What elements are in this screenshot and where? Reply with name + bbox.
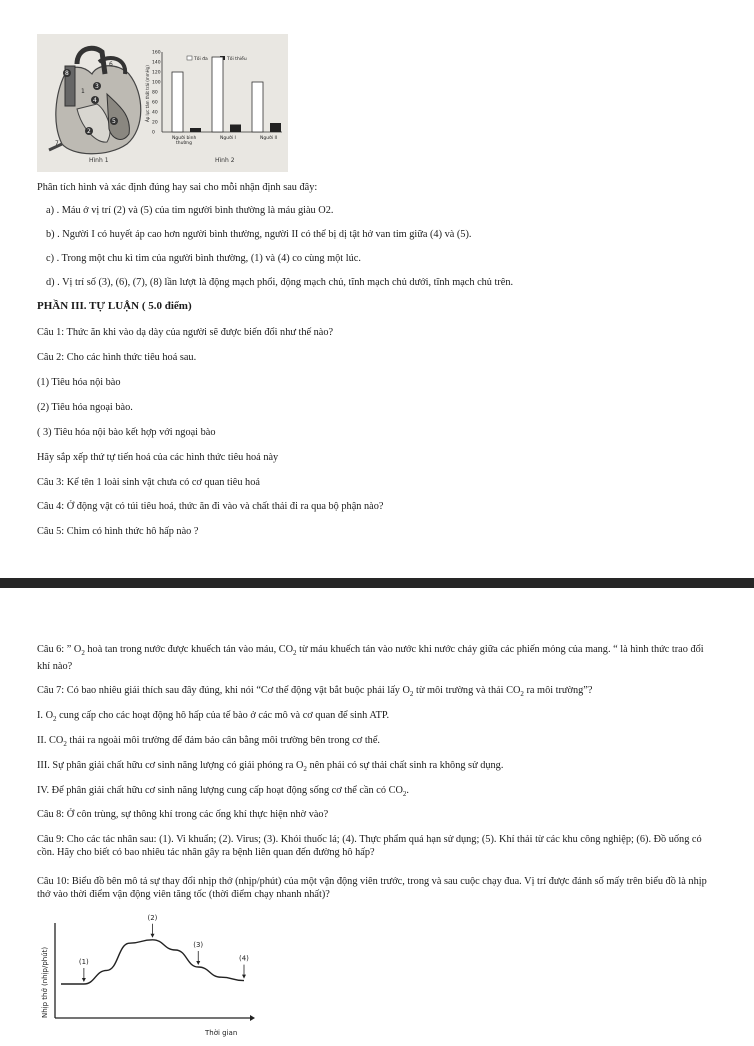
legend-min: Tối thiểu — [227, 57, 247, 62]
line-chart-marks — [41, 914, 255, 1037]
fig2-caption: Hình 2 — [215, 157, 235, 164]
q2-ask: Hãy sắp xếp thứ tự tiến hoá của các hình thức tiêu hoá này — [37, 452, 279, 463]
question-2: Câu 2: Cho các hình thức tiêu hoá sau. — [37, 352, 197, 363]
y-tick-label: 80 — [152, 90, 158, 96]
legend-swatch-max — [187, 56, 192, 60]
x-tick-label: Người I — [220, 136, 236, 141]
bar-chart — [145, 50, 282, 147]
y-tick-label: 160 — [152, 50, 161, 56]
question-3: Câu 3: Kể tên 1 loài sinh vật chưa có cơ quan tiêu hoá — [37, 477, 260, 488]
y-tick-label: 0 — [152, 130, 155, 136]
bar-max — [172, 72, 183, 132]
marker-label: (4) — [239, 954, 249, 963]
statement-d: d) . Vị trí số (3), (6), (7), (8) lần lượt là động mạch phổi, động mạch chủ, tĩnh mạch chủ dưới, tĩnh mạch chủ trên. — [46, 277, 514, 288]
x-tick-label: Người bình — [172, 136, 197, 141]
q2-option-2: (2) Tiêu hóa ngoại bào. — [37, 402, 133, 413]
x-axis-arrow — [250, 1015, 255, 1021]
heart-label: 1 — [81, 88, 85, 95]
marker-label: (1) — [78, 958, 89, 966]
q7-option-i: I. $O_2$ cung cấp cho các hoạt động hô hấp của tế bào ở các mô và cơ quan để sinh ATP. — [37, 710, 390, 724]
question-1: Câu 1: Thức ăn khi vào dạ dày của người sẽ được biến đổi như thế nào? — [37, 327, 334, 338]
y-tick-label: 40 — [152, 110, 158, 116]
q2-option-3: ( 3) Tiêu hóa nội bào kết hợp với ngoại bào — [37, 427, 216, 438]
heart-label: 3 — [95, 83, 99, 90]
y-axis-label: Nhịp thở (nhịp/phút) — [41, 946, 49, 1018]
marker-label: (3) — [193, 941, 204, 949]
figure-svg — [37, 34, 288, 172]
y-tick-label: 60 — [152, 100, 158, 106]
bar-min — [270, 123, 281, 132]
legend-max: Tối đa — [194, 57, 208, 62]
q7-option-iii: III. Sự phân giải chất hữu cơ sinh năng lượng có giải phóng ra $O_2$ nên phải có sự thải chất sinh ra không sử dụng. — [37, 760, 504, 774]
statement-c: c) . Trong một chu kì tim của người bình thường, (1) và (4) co cùng một lúc. — [46, 253, 361, 264]
marker-arrowhead — [82, 978, 86, 982]
y-tick-label: 20 — [152, 120, 158, 126]
x-tick-label: Người II — [260, 136, 278, 141]
heart-label: 7 — [55, 140, 59, 147]
question-6: Câu 6: ” $O_2$ hoà tan trong nước được khuếch tán vào máu, $CO_2$ từ máu khuếch tán vào nước khi nước chảy giữa các phiến mỏng của mang. “ là hình thức trao đổi khí nào? — [37, 644, 704, 673]
section-title: PHẦN III. TỰ LUẬN ( 5.0 điểm) — [37, 300, 192, 312]
marker-arrowhead — [242, 975, 246, 979]
x-axis-label: Thời gian — [205, 1029, 238, 1037]
fig1-caption: Hình 1 — [89, 157, 109, 164]
question-5: Câu 5: Chim có hình thức hô hấp nào ? — [37, 526, 199, 537]
y-tick-label: 140 — [152, 60, 161, 66]
question-4: Câu 4: Ở động vật có túi tiêu hoá, thức ăn đi vào và chất thải đi ra qua bộ phận nào? — [37, 501, 384, 512]
page-divider — [0, 578, 754, 588]
marker-arrowhead — [151, 934, 155, 938]
y-tick-label: 100 — [152, 80, 161, 86]
y-axis-label: Áp lực tâm thất trái (mmHg) — [145, 65, 150, 122]
q7-option-ii: II. $CO_2$ thải ra ngoài môi trường để đảm bảo cân bằng môi trường bên trong cơ thể. — [37, 735, 380, 749]
figure-heart-and-bar-chart — [37, 34, 288, 172]
intro-text: Phân tích hình và xác định đúng hay sai cho mỗi nhận định sau đây: — [37, 182, 318, 193]
question-10: Câu 10: Biểu đồ bên mô tả sự thay đổi nhịp thở (nhịp/phút) của một vận động viên trước, trong và sau cuộc chạy đua. Vị trí được đánh số mấy trên biểu đồ là nhịp thở vào thời điểm vận động viên tăng tốc (thời điểm chạy nhanh nhất)? — [37, 876, 707, 900]
x-tick-label: thường — [176, 141, 192, 146]
heart-label: 2 — [87, 128, 91, 135]
bar-max — [252, 82, 263, 132]
marker-label: (2) — [147, 913, 158, 922]
marker-arrowhead — [196, 961, 200, 965]
question-9: Câu 9: Cho các tác nhân sau: (1). Vi khuẩn; (2). Virus; (3). Khói thuốc lá; (4). Thực phẩm quá hạn sử dụng; (5). Khí thải từ các khu công nghiệp; (6). Đồ uống có cồn. Hãy cho biết có bao nhiêu tác nhân gây ra bệnh liên quan đến đường hô hấp? — [37, 834, 702, 858]
question-7: Câu 7: Có bao nhiêu giải thích sau đây đúng, khi nói “Cơ thể động vật bắt buộc phải lấy $O_2$ từ môi trường và thải $CO_2$ ra môi trường”? — [37, 685, 593, 699]
y-tick-label: 120 — [152, 70, 161, 76]
q7-option-iv: IV. Để phân giải chất hữu cơ sinh năng lượng cung cấp hoạt động sống cơ thể cần có $CO_2$. — [37, 785, 409, 799]
bar-max — [212, 57, 223, 132]
statement-a: a) . Máu ở vị trí (2) và (5) của tim người bình thường là máu giàu O2. — [46, 205, 334, 216]
statement-b: b) . Người I có huyết áp cao hơn người bình thường, người II có thể bị dị tật hở van tim giữa (4) và (5). — [46, 229, 472, 240]
bar-min — [190, 128, 201, 132]
heart-label: 5 — [112, 118, 116, 125]
heart-label: 6 — [109, 61, 113, 68]
bar-min — [230, 125, 241, 133]
heart-label: 8 — [65, 70, 69, 77]
question-8: Câu 8: Ở côn trùng, sự thông khí trong các ống khí thực hiện nhờ vào? — [37, 809, 329, 820]
q2-option-1: (1) Tiêu hóa nội bào — [37, 377, 121, 388]
breathing-rate-chart — [37, 913, 257, 1040]
heart-label: 4 — [93, 97, 97, 104]
